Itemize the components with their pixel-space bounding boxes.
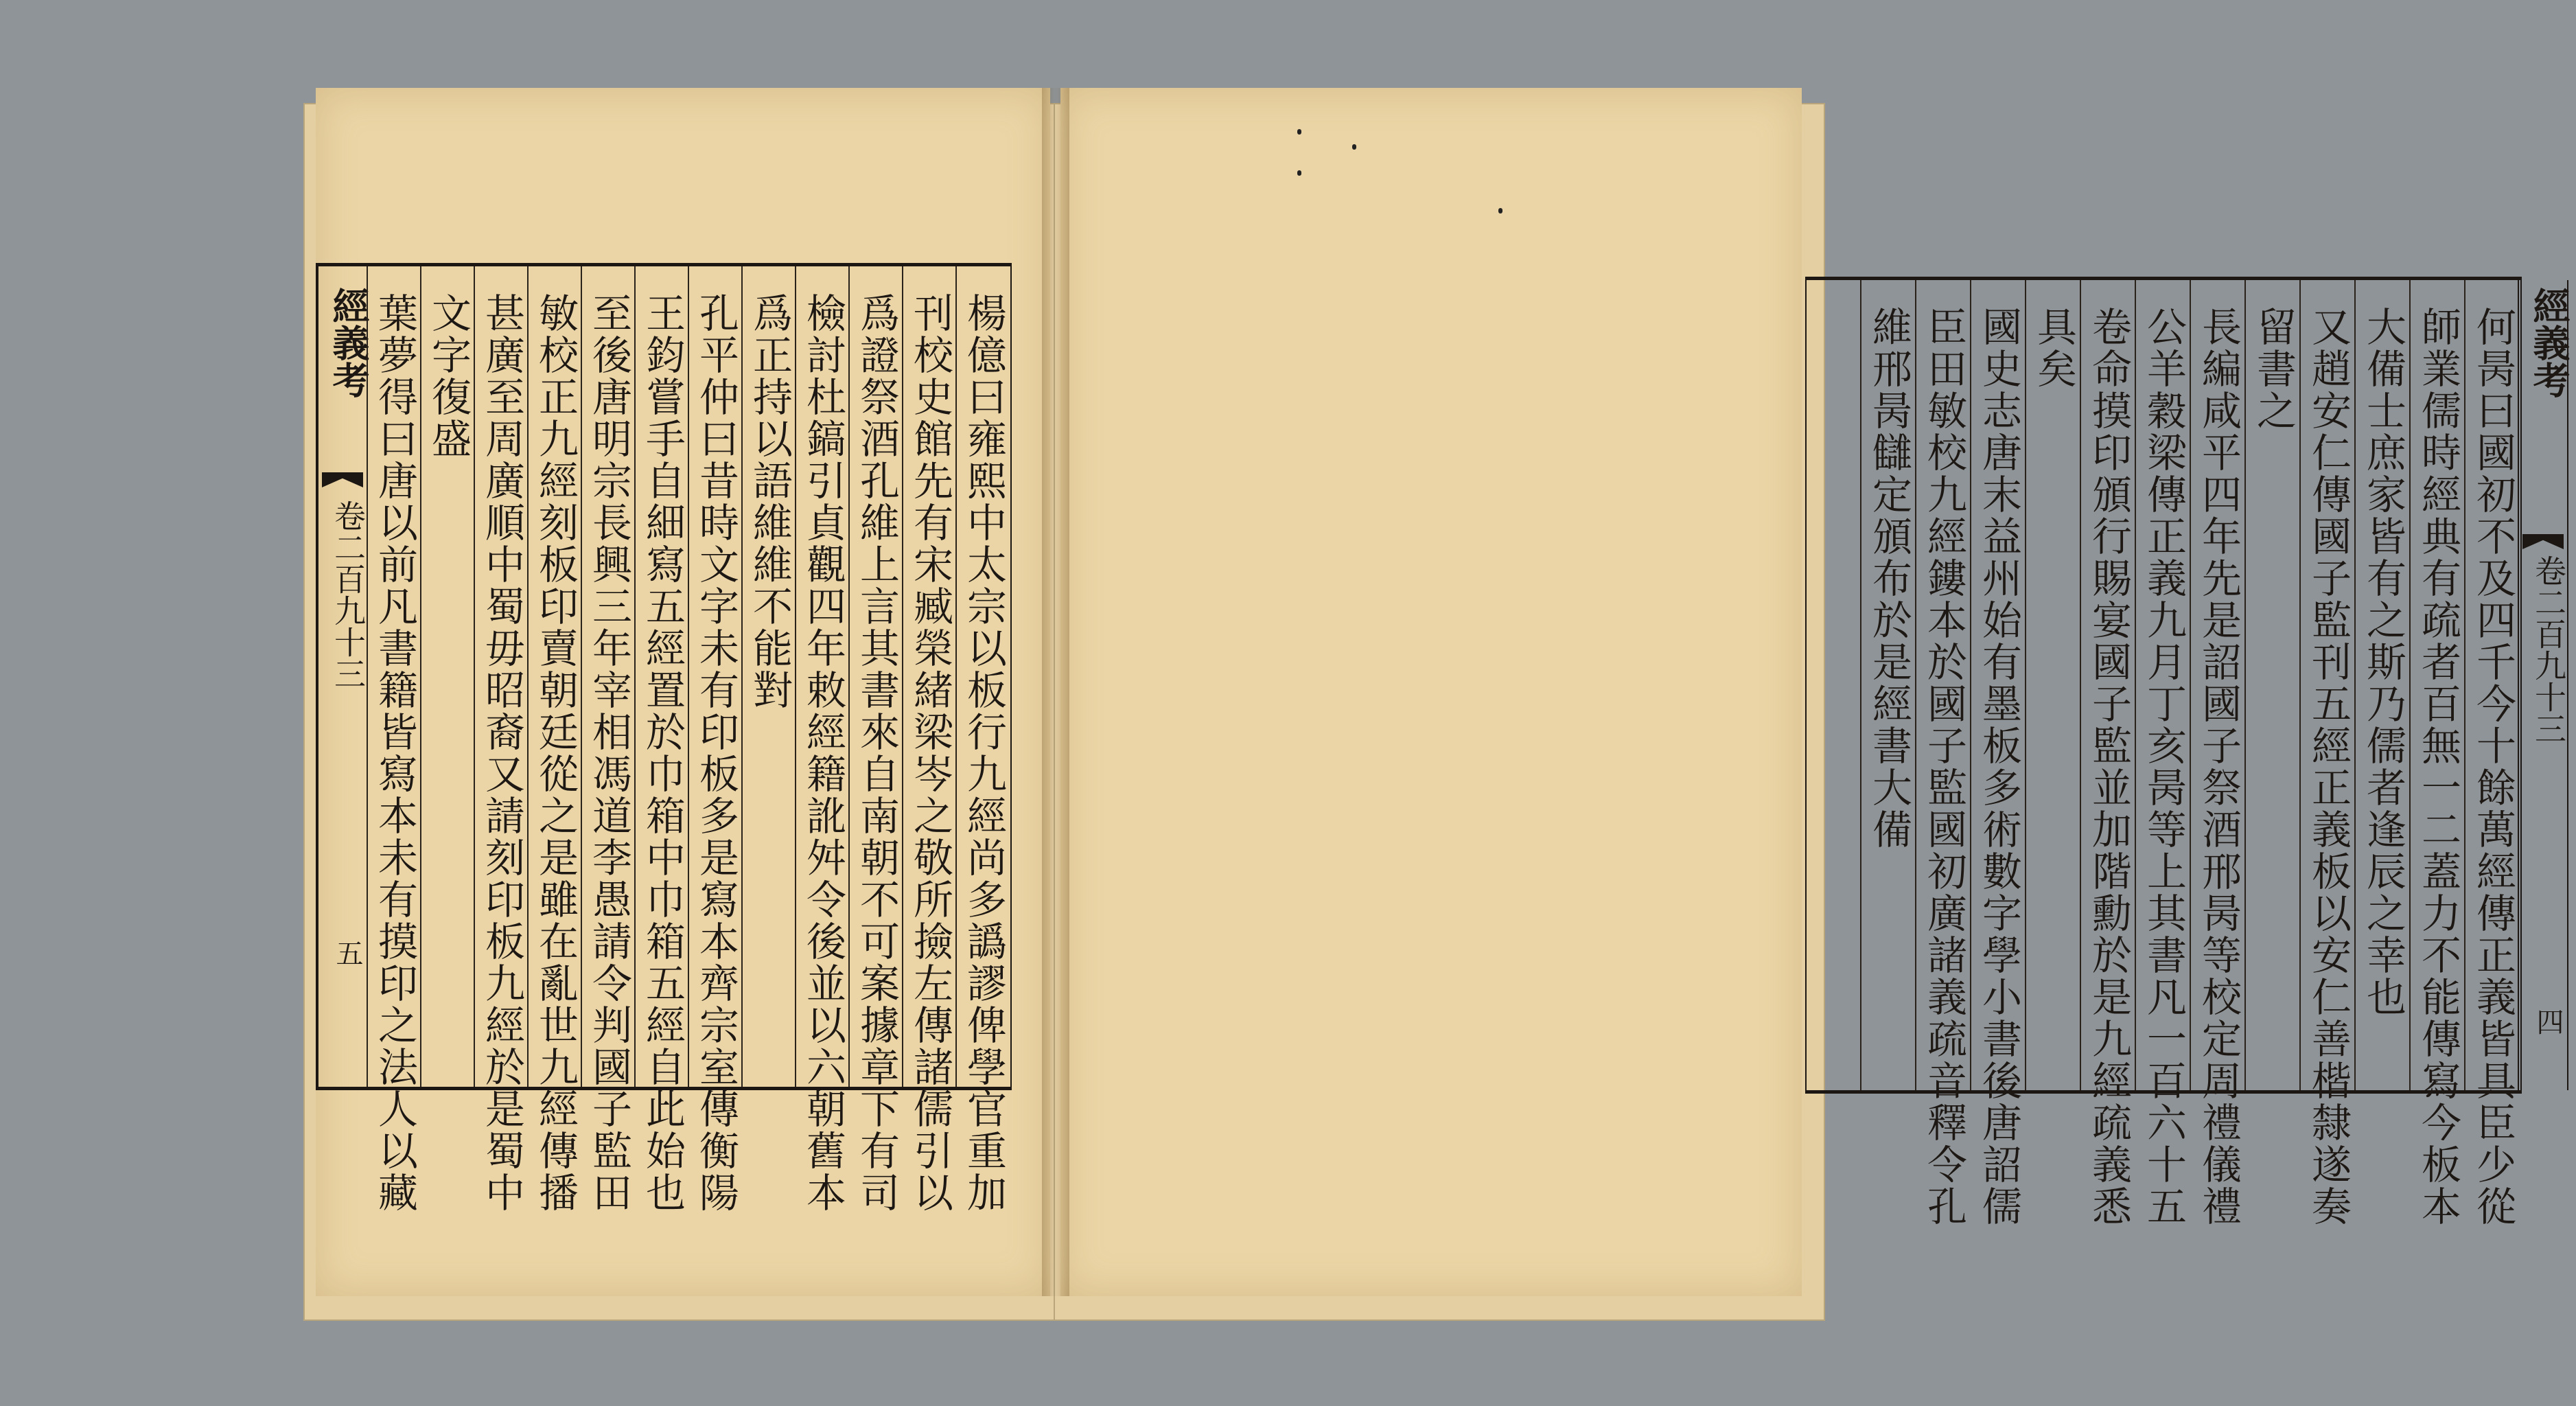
text-column bbox=[688, 266, 743, 1214]
text-column bbox=[2244, 280, 2301, 1090]
column-text: 敏校正九經刻板印賣朝廷從之是雖在亂世九經傳播 bbox=[532, 292, 579, 1214]
text-column bbox=[474, 266, 529, 1214]
open-book bbox=[316, 88, 2571, 1324]
text-column bbox=[527, 266, 582, 1214]
left-margin-page-number: 五 bbox=[332, 939, 363, 967]
text-column bbox=[581, 266, 636, 1214]
column-text: 刊校史館先有宋臧榮緒梁岑之敬所撿左傳諸儒引以 bbox=[907, 292, 953, 1214]
right-margin-page-number: 四 bbox=[2532, 1008, 2564, 1035]
text-column bbox=[367, 266, 421, 1214]
left-margin-strip bbox=[317, 266, 371, 1087]
text-column bbox=[955, 266, 1010, 1214]
text-column bbox=[1970, 280, 2026, 1228]
column-text: 爲正持以語維維不能對 bbox=[746, 292, 793, 711]
text-column bbox=[848, 266, 903, 1214]
text-column bbox=[2135, 280, 2191, 1228]
column-text: 具矣 bbox=[2030, 306, 2077, 390]
column-text: 留書之 bbox=[2250, 306, 2297, 432]
column-text: 文字復盛 bbox=[425, 292, 472, 460]
left-page bbox=[316, 88, 1050, 1296]
column-text: 檢討杜鎬引貞觀四年敕經籍訛舛令後並以六朝舊本 bbox=[800, 292, 846, 1214]
right-text-frame bbox=[1805, 277, 2571, 1228]
column-text: 葉夢得曰唐以前凡書籍皆寫本未有摸印之法人以藏 bbox=[371, 292, 418, 1214]
text-column bbox=[1915, 280, 1971, 1228]
right-margin-strip bbox=[2518, 280, 2571, 1090]
left-margin-volume: 卷二百九十三 bbox=[329, 500, 367, 689]
column-text: 國史志唐末益州始有墨板多術數字學小書後唐詔儒 bbox=[1975, 306, 2022, 1228]
text-column bbox=[2080, 280, 2136, 1228]
column-text: 臣田敏校九經鏤本於國子監國初廣諸義疏音釋令孔 bbox=[1921, 306, 1967, 1228]
text-column bbox=[2409, 280, 2465, 1228]
fishtail-mark bbox=[2522, 534, 2564, 549]
text-column bbox=[2354, 280, 2411, 1090]
column-text: 卷命摸印頒行賜宴國子監並加階勳於是九經疏義悉 bbox=[2085, 306, 2132, 1228]
paper-speck bbox=[1352, 144, 1356, 150]
column-text: 孔平仲曰昔時文字未有印板多是寫本齊宗室傳衡陽 bbox=[693, 292, 739, 1214]
column-text: 甚廣至周廣順中蜀毋昭裔又請刻印板九經於是蜀中 bbox=[478, 292, 525, 1214]
column-text: 維邢昺讎定頒布於是經書大備 bbox=[1866, 306, 1912, 851]
left-margin-title: 經義考 bbox=[327, 287, 371, 398]
column-text: 公羊穀梁傳正義九月丁亥昺等上其書凡一百六十五 bbox=[2140, 306, 2187, 1228]
column-text: 大備士庶家皆有之斯乃儒者逢辰之幸也 bbox=[2360, 306, 2406, 1018]
paper-speck bbox=[1297, 170, 1301, 176]
text-column bbox=[2464, 280, 2520, 1228]
column-text: 楊億曰雍熙中太宗以板行九經尚多譌謬俾學官重加 bbox=[960, 292, 1007, 1214]
column-text: 何昺曰國初不及四千今十餘萬經傳正義皆具臣少從 bbox=[2470, 306, 2516, 1228]
text-column bbox=[1860, 280, 1916, 1090]
text-column bbox=[2299, 280, 2356, 1228]
text-column bbox=[795, 266, 850, 1214]
column-text: 又趙安仁傳國子監刊五經正義板以安仁善楷隸遂奏 bbox=[2305, 306, 2352, 1228]
text-column bbox=[2190, 280, 2246, 1228]
column-text: 王鈞嘗手自細寫五經置於巾箱中巾箱五經自此始也 bbox=[639, 292, 686, 1214]
right-margin-title: 經義考 bbox=[2527, 287, 2571, 398]
fishtail-mark bbox=[322, 472, 363, 487]
text-column bbox=[902, 266, 957, 1214]
column-text: 爲證祭酒孔維上言其書來自南朝不可案據章下有司 bbox=[853, 292, 900, 1214]
text-column bbox=[2025, 280, 2081, 1090]
paper-speck bbox=[1297, 129, 1301, 135]
right-page bbox=[1060, 88, 2571, 1296]
text-column bbox=[634, 266, 689, 1214]
text-column bbox=[420, 266, 475, 1087]
paper-speck bbox=[1498, 208, 1502, 214]
right-margin-volume: 卷二百九十三 bbox=[2530, 555, 2567, 744]
column-text: 長編咸平四年先是詔國子祭酒邢昺等校定周禮儀禮 bbox=[2195, 306, 2242, 1228]
book-gutter bbox=[1042, 88, 1069, 1296]
column-text: 師業儒時經典有疏者百無一二蓋力不能傳寫今板本 bbox=[2415, 306, 2461, 1228]
text-column bbox=[741, 266, 796, 1087]
left-text-frame bbox=[316, 263, 1012, 1214]
column-text: 至後唐明宗長興三年宰相馮道李愚請令判國子監田 bbox=[585, 292, 632, 1214]
